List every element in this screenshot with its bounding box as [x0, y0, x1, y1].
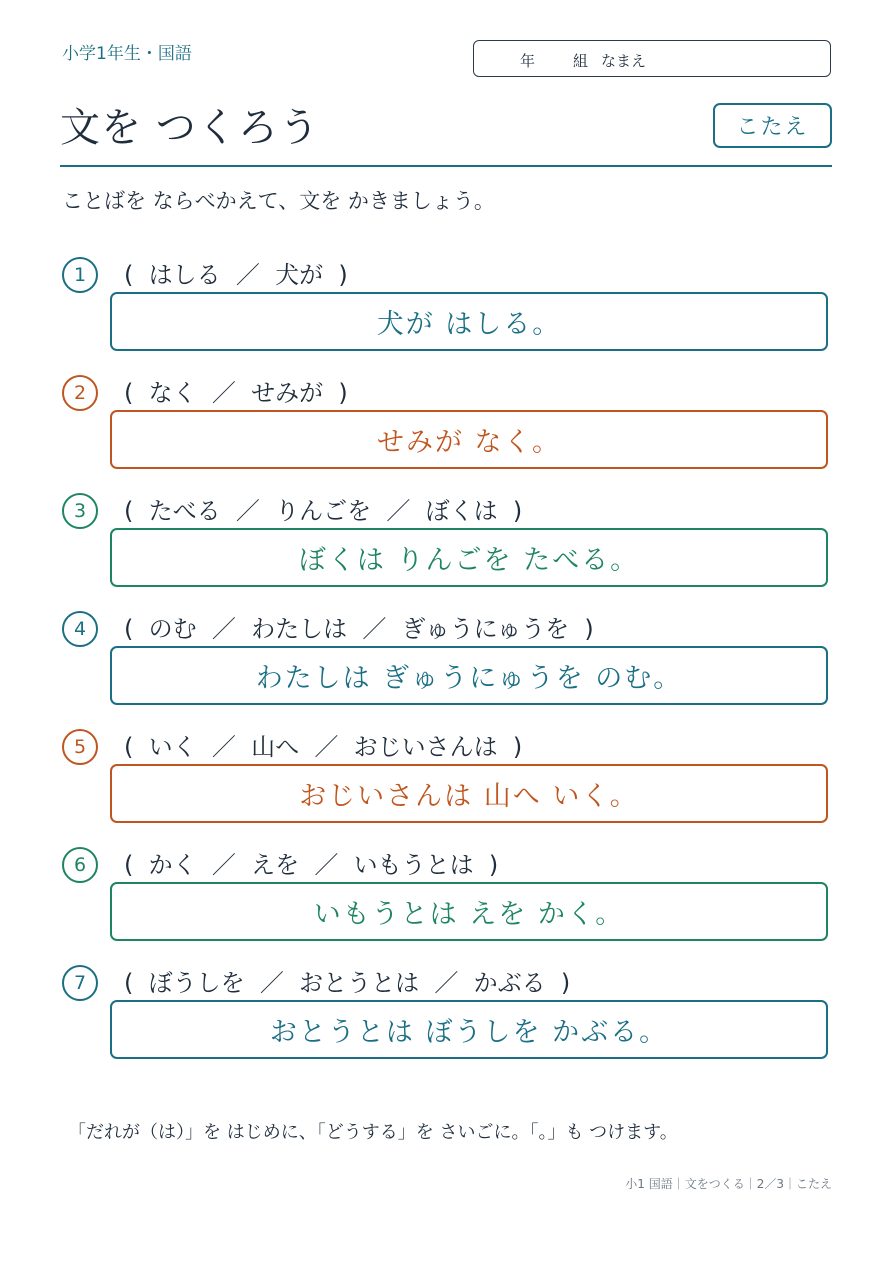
- class-label: 組: [573, 52, 589, 70]
- grade-subject-label: 小学1年生・国語: [62, 44, 192, 64]
- name-field[interactable]: [473, 40, 831, 77]
- answer-box: せみが なく。: [110, 410, 828, 469]
- word-prompt: ( かく ／ えを ／ いもうとは ): [124, 851, 499, 879]
- hint-note: 「だれが（は）」を はじめに、「どうする」を さいごに。「。」も つけます。: [68, 1122, 678, 1143]
- instruction-text: ことばを ならべかえて、文を かきましょう。: [62, 189, 495, 213]
- item-number-badge: 3: [62, 493, 98, 529]
- year-label: 年: [520, 52, 536, 70]
- item-number-badge: 7: [62, 965, 98, 1001]
- word-prompt: ( なく ／ せみが ): [124, 379, 348, 407]
- word-prompt: ( はしる ／ 犬が ): [124, 261, 348, 289]
- item-number-badge: 6: [62, 847, 98, 883]
- word-prompt: ( のむ ／ わたしは ／ ぎゅうにゅうを ): [124, 615, 594, 643]
- answer-box: 犬が はしる。: [110, 292, 828, 351]
- name-label: なまえ: [601, 52, 647, 70]
- answer-badge: こたえ: [713, 103, 832, 148]
- item-number-badge: 4: [62, 611, 98, 647]
- exercise-item: [0, 611, 893, 729]
- header-divider: [60, 165, 832, 167]
- item-number-badge: 2: [62, 375, 98, 411]
- page-footer: 小1 国語｜文をつくる｜2／3｜こたえ: [625, 1177, 832, 1191]
- exercise-item: [0, 847, 893, 965]
- exercise-item: [0, 729, 893, 847]
- page-title: 文を つくろう: [60, 105, 320, 151]
- word-prompt: ( ぼうしを ／ おとうとは ／ かぶる ): [124, 969, 571, 997]
- answer-box: おとうとは ぼうしを かぶる。: [110, 1000, 828, 1059]
- answer-box: わたしは ぎゅうにゅうを のむ。: [110, 646, 828, 705]
- answer-box: おじいさんは 山へ いく。: [110, 764, 828, 823]
- exercise-item: [0, 965, 893, 1083]
- word-prompt: ( たべる ／ りんごを ／ ぼくは ): [124, 497, 523, 525]
- answer-box: ぼくは りんごを たべる。: [110, 528, 828, 587]
- exercise-item: [0, 375, 893, 493]
- exercise-item: [0, 257, 893, 375]
- exercise-item: [0, 493, 893, 611]
- answer-box: いもうとは えを かく。: [110, 882, 828, 941]
- word-prompt: ( いく ／ 山へ ／ おじいさんは ): [124, 733, 523, 761]
- item-number-badge: 1: [62, 257, 98, 293]
- item-number-badge: 5: [62, 729, 98, 765]
